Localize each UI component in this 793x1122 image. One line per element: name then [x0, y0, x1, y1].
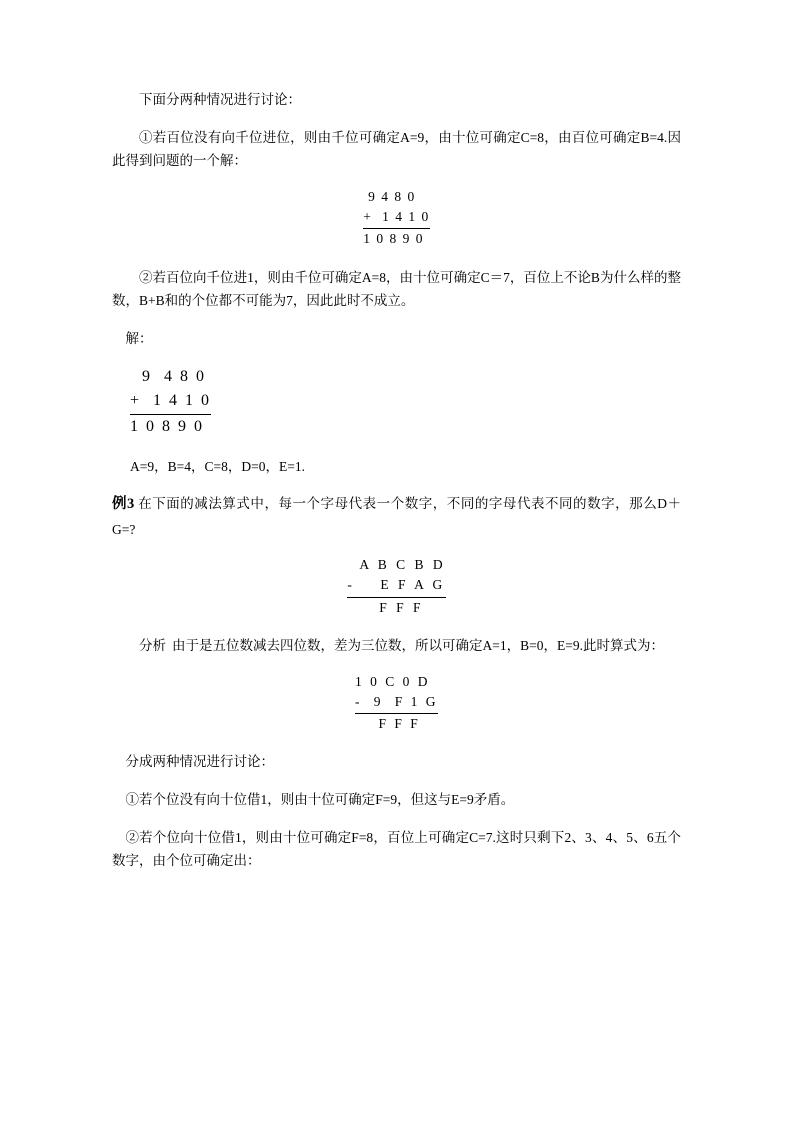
paragraph-intro: 下面分两种情况进行讨论： — [139, 92, 301, 107]
example-3-heading — [112, 492, 681, 541]
calc2-row-1: 9 4 8 0 — [130, 367, 206, 385]
calc1-row-1: 9 4 8 0 — [363, 188, 416, 204]
calculation-block-2 — [112, 365, 681, 439]
calc4-row-2: - 9 F 1 G — [355, 692, 438, 714]
paragraph-solution-label: 解： — [125, 330, 153, 346]
calculation-block-4 — [112, 672, 681, 735]
calc1-row-2: + 1 4 1 0 — [363, 207, 430, 229]
calc4-row-1: 1 0 C 0 D — [354, 673, 430, 689]
calc1-row-3: 1 0 8 9 0 — [363, 231, 424, 247]
calc2-row-2: + 1 4 1 0 — [130, 389, 211, 415]
calc2-row-3: 1 0 8 9 0 — [130, 417, 204, 435]
paragraph-case-2: ②若百位向千位进1，则由千位可确定A=8，由十位可确定C＝7，百位上不论B为什么样的整数，B+B和的个位都不可能为7，因此此时不成立。 — [112, 269, 681, 309]
example-3-text: 在下面的减法算式中，每一个字母代表一个数字，不同的字母代表不同的数字，那么D＋G=? — [112, 496, 682, 537]
analysis-label: 分析 — [139, 637, 166, 653]
calc4-row-3: F F F — [354, 716, 421, 731]
paragraph-case-1: ①若百位没有向千位进位，则由千位可确定A=9，由十位可确定C=8，由百位可确定B=4.因此得到问题的一个解： — [112, 129, 681, 169]
paragraph-answer-values: A=9，B=4，C=8，D=0，E=1. — [130, 458, 305, 474]
paragraph-analysis — [112, 634, 681, 658]
calc3-row-1: A B C B D — [347, 557, 446, 573]
paragraph-two-cases: 分成两种情况进行讨论： — [125, 754, 274, 770]
paragraph-case-b: ②若个位向十位借1，则由十位可确定F=8，百位上可确定C=7.这时只剩下2、3、4、5、6五个数字，由个位可确定出： — [112, 829, 681, 869]
example-3-label: 例3 — [112, 496, 135, 513]
paragraph-case-a: ①若个位没有向十位借1，则由十位可确定F=9，但这与E=9矛盾。 — [125, 791, 515, 807]
calculation-block-1 — [112, 187, 681, 250]
calc3-row-2: - E F A G — [347, 575, 445, 597]
calc3-row-3: F F F — [347, 599, 424, 615]
calculation-block-3 — [112, 555, 681, 618]
analysis-text: 由于是五位数减去四位数，差为三位数，所以可确定A=1，B=0，E=9.此时算式为： — [172, 637, 664, 653]
